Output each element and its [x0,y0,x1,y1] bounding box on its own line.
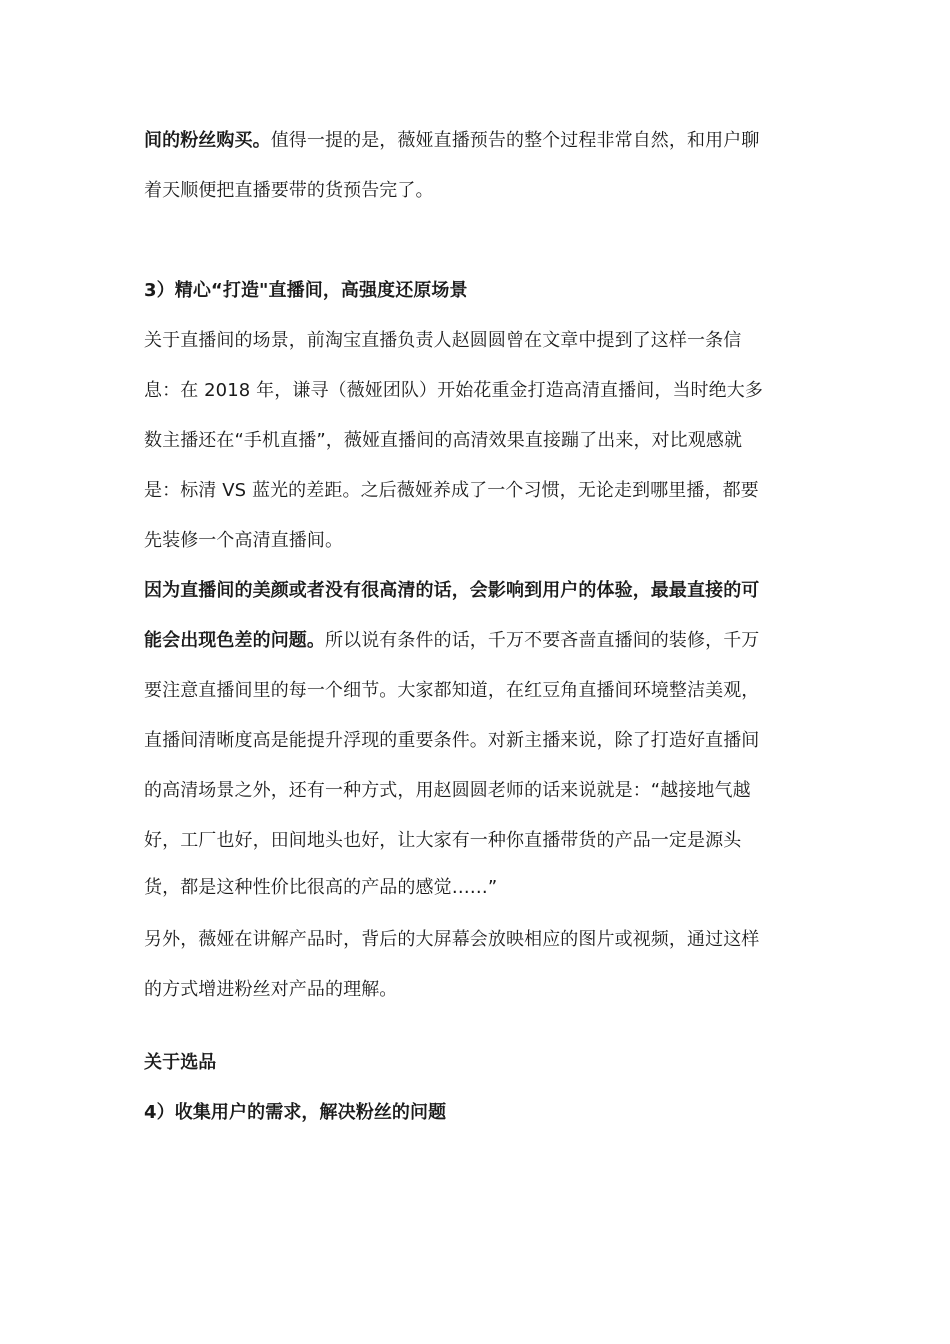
section-3-para2-bold-text: 能会出现色差的问题。 [144,630,325,651]
section-3-para2-line: 的高清场景之外，还有一种方式，用赵圆圆老师的话来说就是：“越接地气越 [144,780,751,801]
section-3-para2-line: 直播间清晰度高是能提升浮现的重要条件。对新主播来说，除了打造好直播间 [144,730,760,751]
section-3-para1-line: 先装修一个高清直播间。 [144,530,344,551]
section-3-para2-line: 要注意直播间里的每一个细节。大家都知道，在红豆角直播间环境整洁美观， [144,680,760,701]
intro-bold-text: 间的粉丝购买。 [144,130,271,151]
section-3-para2-line: 好，工厂也好，田间地头也好，让大家有一种你直播带货的产品一定是源头 [144,830,742,851]
section-4-heading: 4）收集用户的需求，解决粉丝的问题 [144,1102,447,1123]
section-3-para1-line: 关于直播间的场景，前淘宝直播负责人赵圆圆曾在文章中提到了这样一条信 [144,330,742,351]
section-3-para2-line-mixed [144,629,804,653]
intro-text: 值得一提的是，薇娅直播预告的整个过程非常自然，和用户聊 [270,130,760,151]
section-3-para2-text: 所以说有条件的话，千万不要吝啬直播间的装修，千万 [325,630,760,651]
section-3-para3-line: 另外，薇娅在讲解产品时，背后的大屏幕会放映相应的图片或视频，通过这样 [144,929,760,950]
section-3-para1-line: 数主播还在“手机直播”，薇娅直播间的高清效果直接蹦了出来，对比观感就 [144,430,743,451]
section-3-para2-bold-line: 因为直播间的美颜或者没有很高清的话，会影响到用户的体验，最最直接的可 [144,580,760,601]
section-3-para1-line: 息：在 2018 年，谦寻（薇娅团队）开始花重金打造高清直播间，当时绝大多 [144,380,763,401]
section-3-para1-line: 是：标清 VS 蓝光的差距。之后薇娅养成了一个习惯，无论走到哪里播，都要 [144,480,759,501]
intro-line-2: 着天顺便把直播要带的货预告完了。 [144,180,434,201]
intro-line-1 [144,129,804,153]
section-3-para2-line: 货，都是这种性价比很高的产品的感觉……” [144,877,498,898]
selection-heading: 关于选品 [144,1052,217,1073]
section-3-heading: 3）精心“打造"直播间，高强度还原场景 [144,280,468,301]
section-3-para3-line: 的方式增进粉丝对产品的理解。 [144,979,398,1000]
